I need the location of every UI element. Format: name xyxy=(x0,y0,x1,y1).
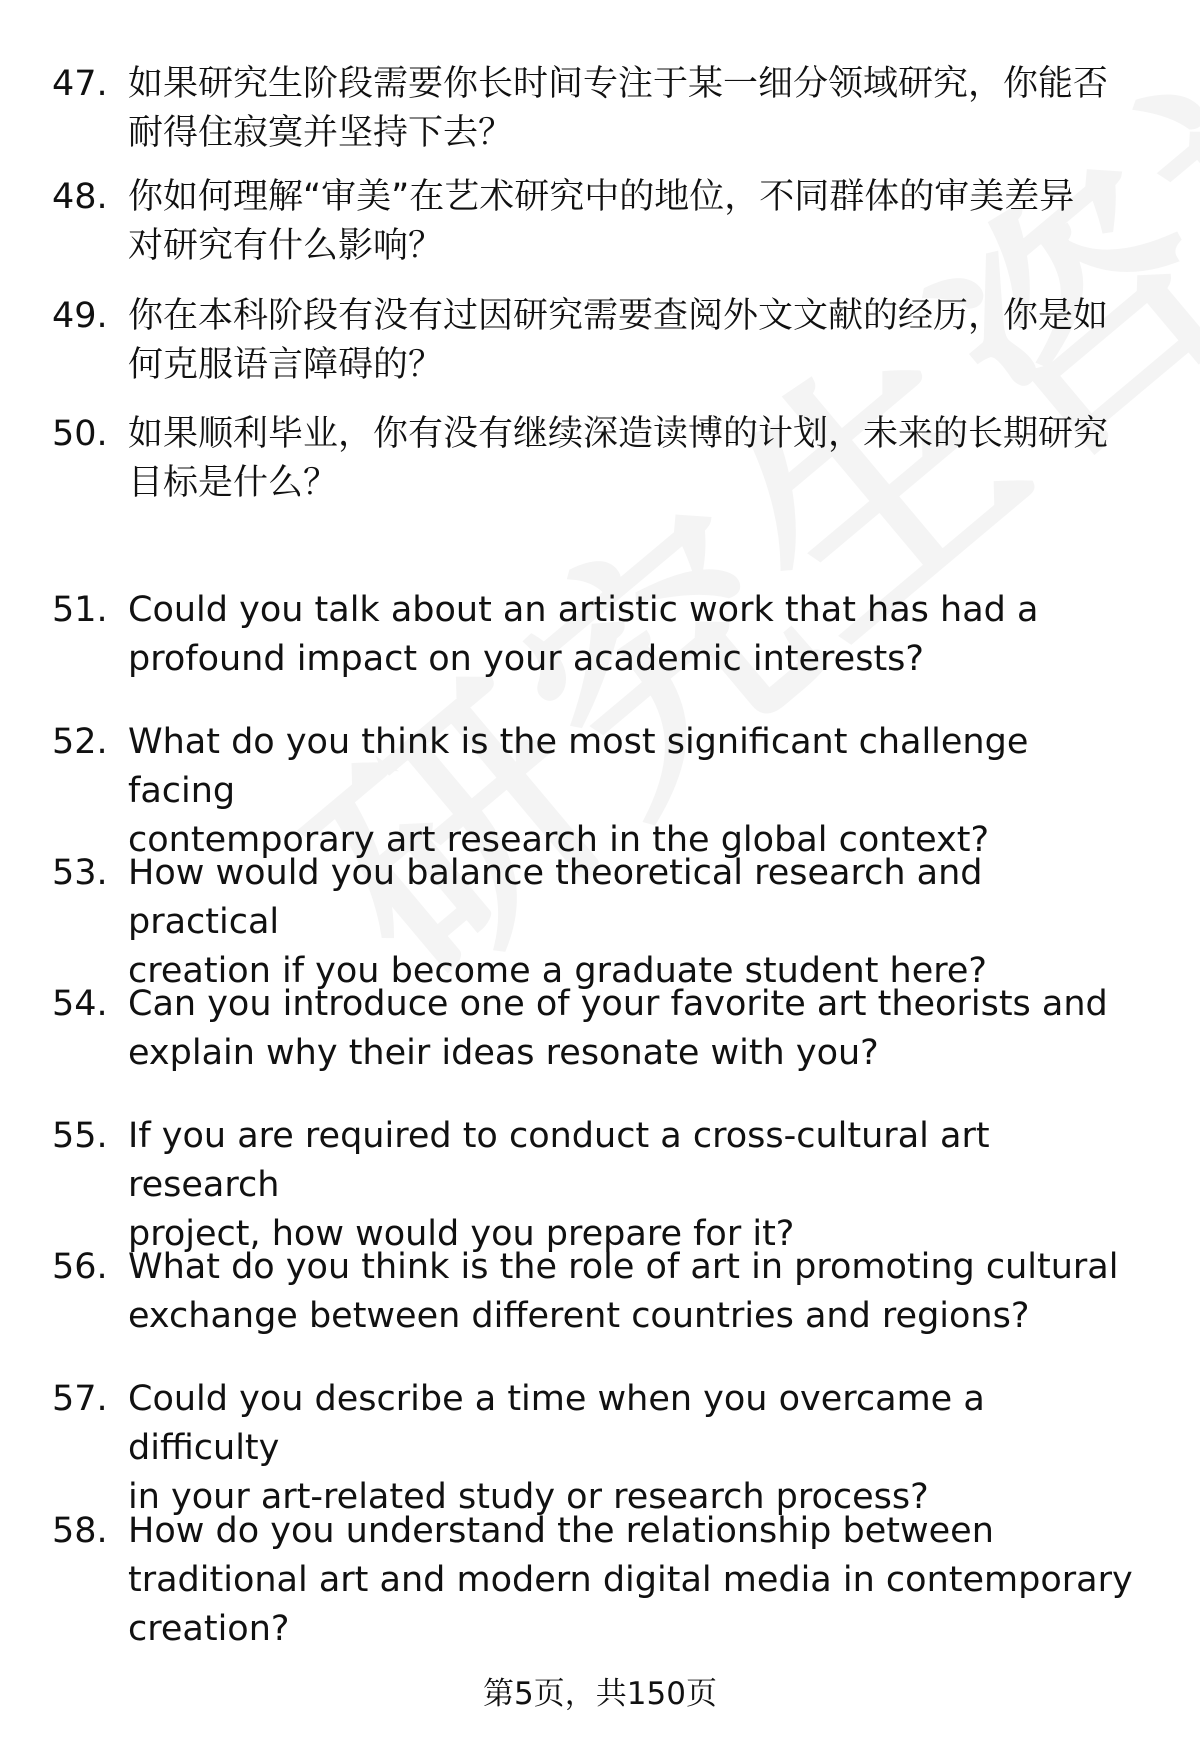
question-number: 51. xyxy=(52,590,108,630)
question-number: 50. xyxy=(52,414,108,454)
question-text: How do you understand the relationship between traditional art and modern digital media in contemporary creation? xyxy=(128,1511,1133,1649)
question-text: 你在本科阶段有没有过因研究需要查阅外文文献的经历，你是如 何克服语言障碍的？ xyxy=(128,296,1109,385)
question-text: How would you balance theoretical research and practical creation if you become a graduate student here? xyxy=(128,853,988,991)
question-text: Could you describe a time when you overcame a difficulty in your art-related study or research process? xyxy=(128,1379,985,1517)
question-number: 55. xyxy=(52,1116,108,1156)
question-text: What do you think is the role of art in promoting cultural exchange between different countries and regions? xyxy=(128,1247,1119,1336)
question-number: 49. xyxy=(52,296,108,336)
question-number: 53. xyxy=(52,853,108,893)
question-number: 52. xyxy=(52,722,108,762)
question-text: What do you think is the most significant challenge facing contemporary art research in the global context? xyxy=(128,722,1029,860)
question-text: Can you introduce one of your favorite art theorists and explain why their ideas resonate with you? xyxy=(128,984,1108,1073)
question-number: 56. xyxy=(52,1247,108,1287)
question-text: 如果顺利毕业，你有没有继续深造读博的计划，未来的长期研究 目标是什么？ xyxy=(128,414,1109,503)
question-number: 48. xyxy=(52,177,108,217)
question-number: 57. xyxy=(52,1379,108,1419)
question-text: 你如何理解“审美”在艺术研究中的地位，不同群体的审美差异 对研究有什么影响？ xyxy=(128,177,1075,266)
question-text: Could you talk about an artistic work that has had a profound impact on your academic interests? xyxy=(128,590,1039,679)
question-text: 如果研究生阶段需要你长时间专注于某一细分领域研究，你能否 耐得住寂寞并坚持下去？ xyxy=(128,64,1109,153)
question-text: If you are required to conduct a cross-cultural art research project, how would you prepare for it? xyxy=(128,1116,990,1254)
question-number: 58. xyxy=(52,1511,108,1551)
question-number: 47. xyxy=(52,64,108,104)
question-number: 54. xyxy=(52,984,108,1024)
page-indicator: 第5页，共150页 xyxy=(483,1676,717,1712)
